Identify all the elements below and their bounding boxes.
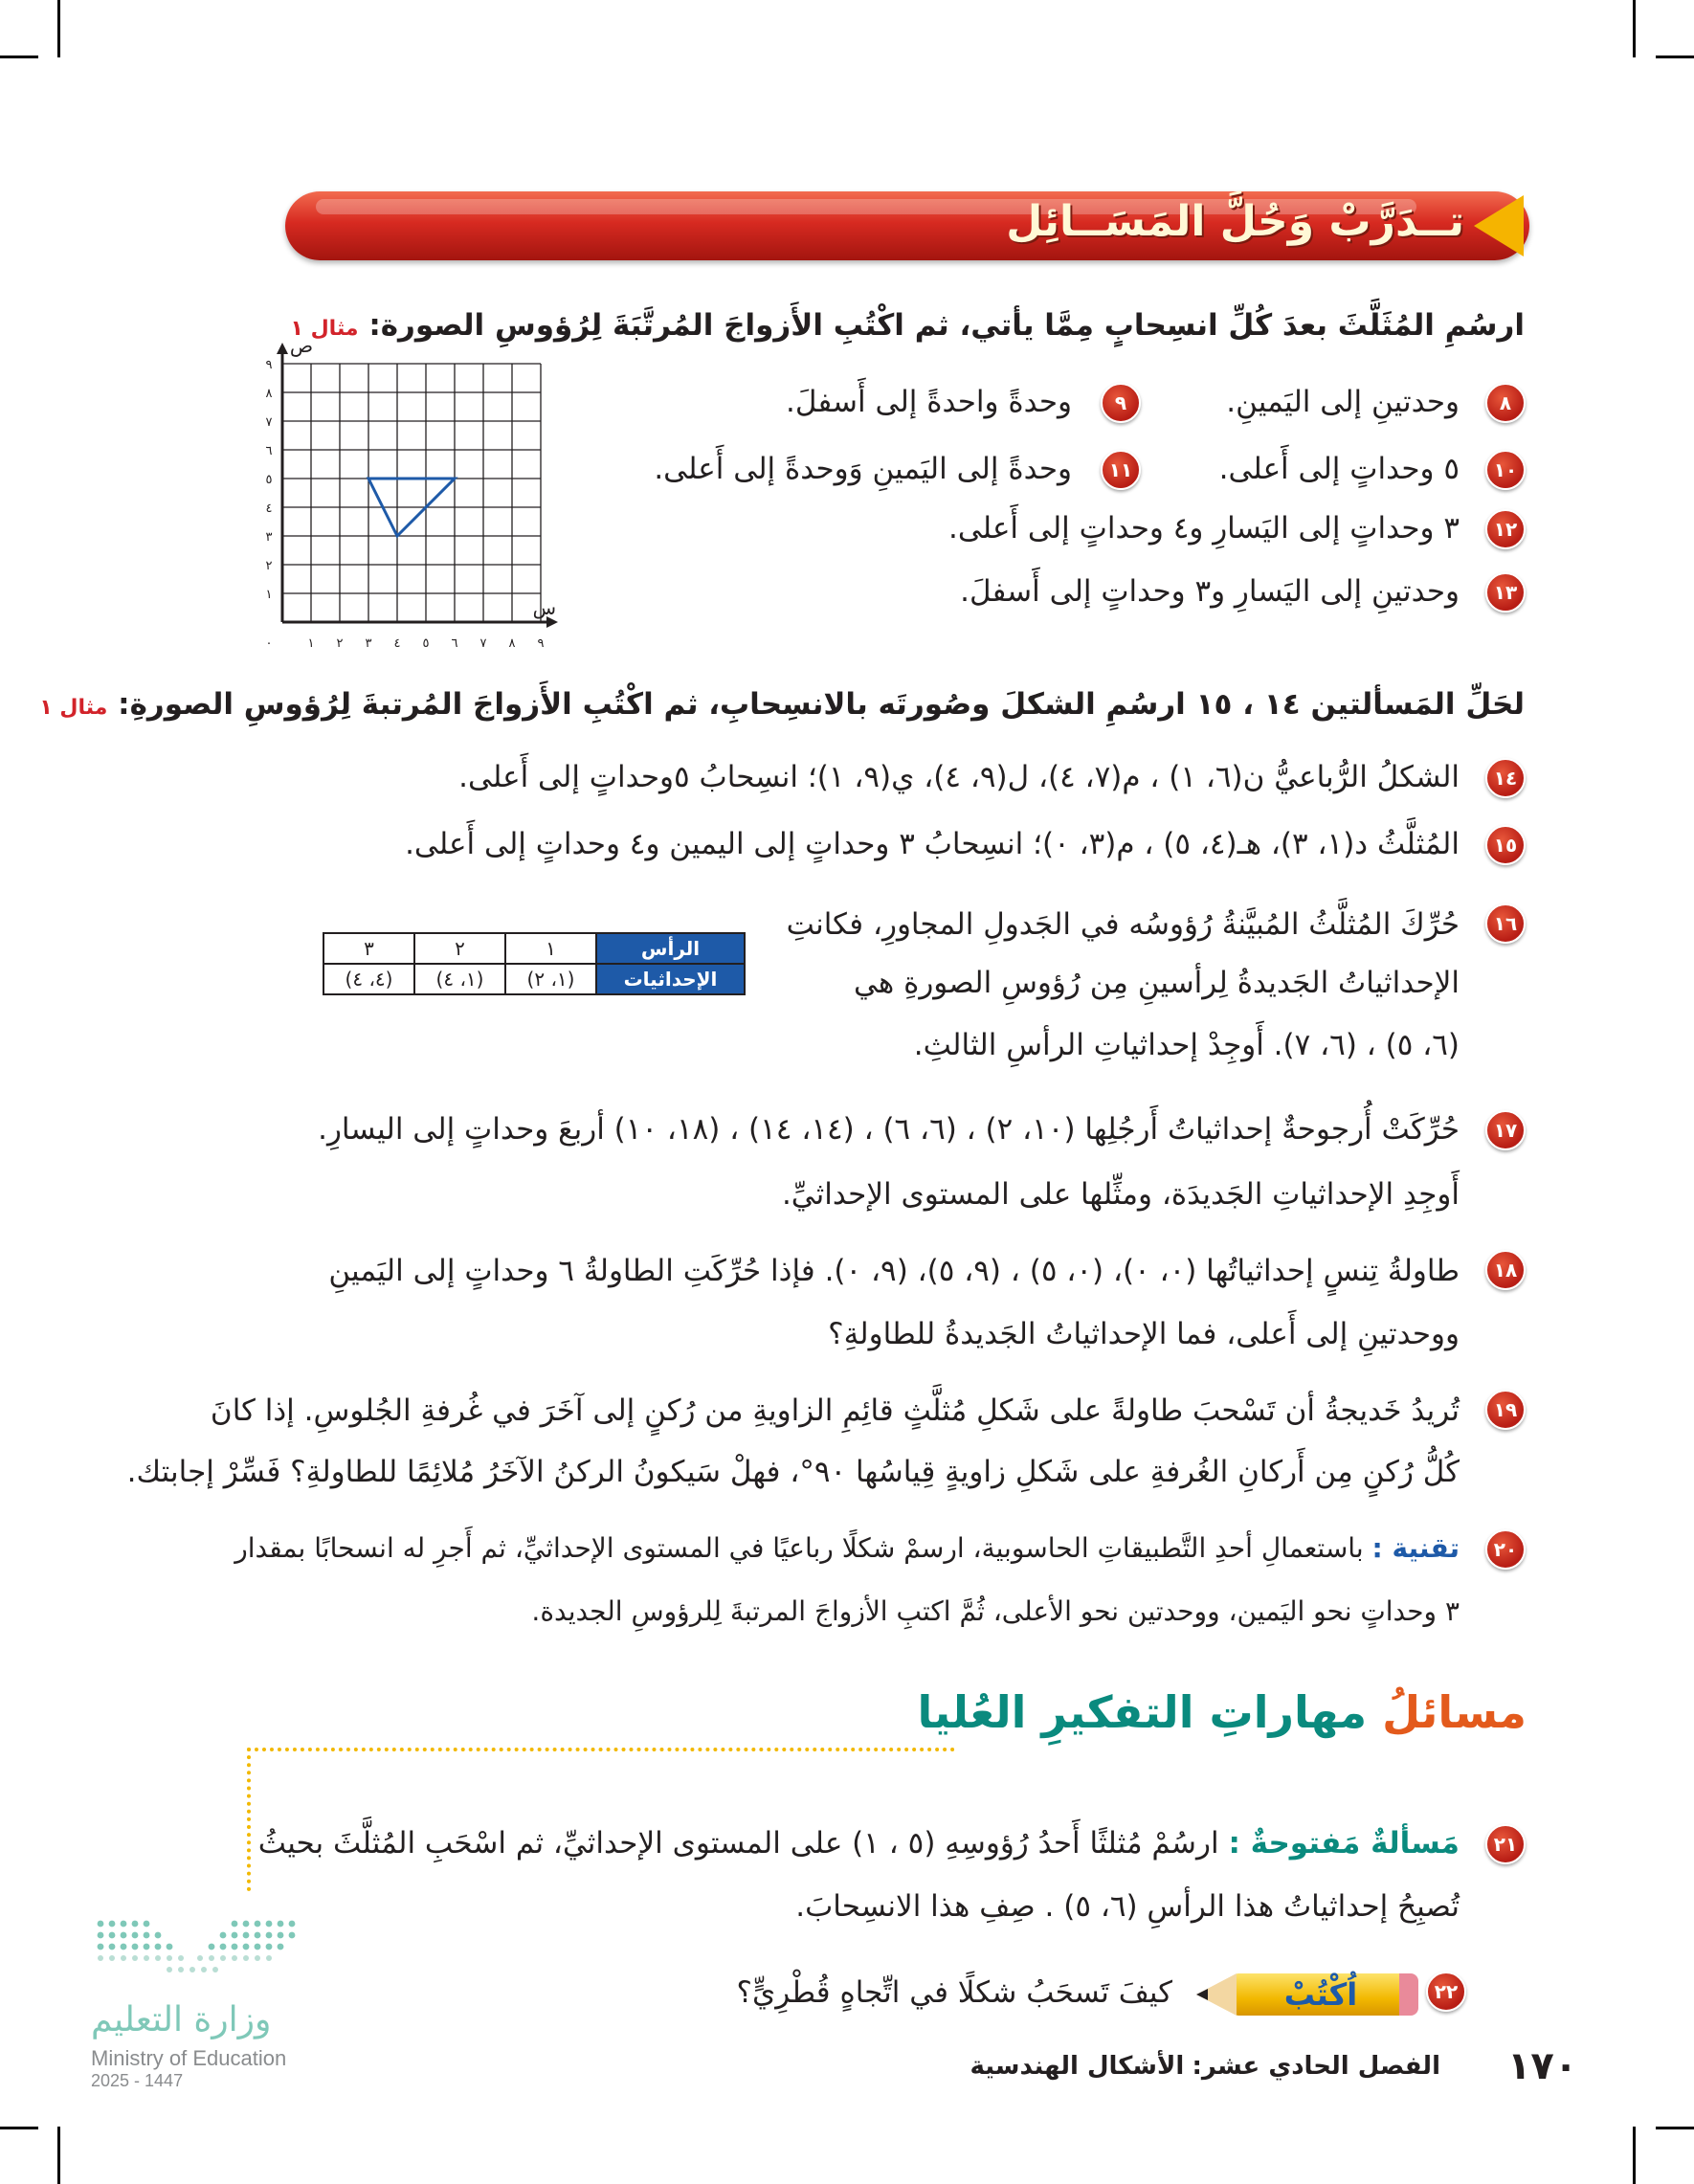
q19-line: كُلُّ رُكنٍ مِن أَركانِ الغُرفةِ على شَكلِ زاويةٍ قِياسُها ٩٠°، فهلْ سَيكونُ الركنُ الآخَرُ مُلائِمًا للطاولةِ؟ فَسِّرْ إجابتك. xyxy=(126,1455,1460,1489)
q18-line: ووحدتينِ إلى أَعلى، فما الإحداثياتُ الجَديدةُ للطاولةِ؟ xyxy=(828,1317,1460,1351)
table-cell: ٣ xyxy=(323,933,414,964)
question-text: وحدةً واحدةً إلى أَسفلَ. xyxy=(786,385,1072,419)
q18-line: طاولةُ تِنسٍ إحداثياتُها (٠، ٠)، (٠، ٥) ، (٩، ٥)، (٩، ٠). فإذا حُرِّكَتِ الطاولةُ ٦ وحداتٍ إلى اليَمينِ xyxy=(328,1254,1460,1288)
q21-text: ارسُمْ مُثلثًا أَحدُ رُؤوسِهِ (٥ ، ١) على المستوى الإحداثيِّ، ثم اسْحَبِ المُثلَّثَ بحيثُ xyxy=(257,1826,1219,1861)
hots-title-part1: مسائلُ xyxy=(1382,1686,1527,1738)
q20-label: تقنية : xyxy=(1371,1532,1460,1564)
y-axis-arrow-icon xyxy=(277,343,288,354)
y-tick-label: ٧ xyxy=(265,415,273,430)
x-tick-label: ٧ xyxy=(479,636,487,651)
table-cell: (١، ٢) xyxy=(505,964,596,994)
x-tick-label: ٥ xyxy=(422,636,430,651)
crop-mark xyxy=(1633,0,1636,57)
crop-mark xyxy=(0,56,38,58)
y-axis-label: ص xyxy=(289,335,314,357)
chapter-title: الأشكال الهندسية xyxy=(970,2052,1185,2081)
question-number: ١٢ xyxy=(1485,509,1526,549)
chapter-footer xyxy=(970,2052,1441,2081)
chapter-label: الفصل الحادي عشر: xyxy=(1192,2052,1440,2081)
pencil-label-text: اُكْتُبْ xyxy=(1283,1976,1358,2013)
question-number: ١٠ xyxy=(1485,450,1526,490)
y-tick-label: ٦ xyxy=(265,444,273,458)
q17-line: أَوجِدِ الإحداثياتِ الجَديدَة، ومثِّلها على المستوى الإحداثيِّ. xyxy=(781,1177,1460,1212)
x-tick-label: ٩ xyxy=(537,636,545,651)
section1-instruction: ارسُمِ المُثَلَّثَ بعدَ كُلِّ انسِحابٍ مِمَّا يأتي، ثم اكْتُبِ الأَزواجَ المُرتَّبَةَ لِرُؤوسِ الصورة: مثال ١ xyxy=(290,308,1525,343)
y-tick-label: ٨ xyxy=(265,387,273,401)
pencil-label xyxy=(1196,1973,1416,2016)
table-row xyxy=(323,933,745,964)
x-tick-label: ٨ xyxy=(508,636,516,651)
crop-mark xyxy=(57,0,60,57)
vertex-table xyxy=(323,932,746,995)
question-number: ٢٢ xyxy=(1426,1972,1466,2012)
banner-title: تــدَرَّبْ وَحُلَّ المَسَــائِل xyxy=(1006,197,1464,246)
origin-label: ٠ xyxy=(265,636,273,651)
example-ref: مثال ١ xyxy=(290,317,359,341)
question-text: وحدتينِ إلى اليَسارِ و٣ وحداتٍ إلى أَسفلَ. xyxy=(960,574,1460,609)
question-text: ٥ وحداتٍ إلى أَعلى. xyxy=(1218,452,1460,486)
crop-mark xyxy=(1656,56,1694,58)
banner-arrow-icon xyxy=(1474,195,1524,256)
q19-line: تُريدُ خَديجةُ أن تَسْحبَ طاولةً على شَكلِ مُثلَّثٍ قائِمِ الزاويةِ من رُكنٍ إلى آخَرَ في غُرفةِ الجُلوسِ. إذا كانَ xyxy=(210,1393,1460,1428)
x-tick-label: ٣ xyxy=(365,636,372,651)
dotted-line xyxy=(247,1748,955,1751)
question-number: ١٥ xyxy=(1485,825,1526,865)
table-cell: (٤، ٤) xyxy=(323,964,414,994)
q21-label: مَسألةٌ مَفتوحةٌ : xyxy=(1228,1826,1460,1861)
coordinate-grid xyxy=(244,335,560,651)
question-number: ٢١ xyxy=(1485,1824,1526,1864)
y-tick-label: ٤ xyxy=(265,501,273,516)
question-text: ٣ وحداتٍ إلى اليَسارِ و٤ وحداتٍ إلى أَعلى. xyxy=(947,511,1460,546)
table-cell: ٢ xyxy=(414,933,505,964)
question-number: ١١ xyxy=(1101,450,1141,490)
crop-mark xyxy=(57,2127,60,2184)
y-tick-label: ٥ xyxy=(265,473,273,487)
ministry-name-en: Ministry of Education xyxy=(91,2046,287,2070)
y-tick-label: ٢ xyxy=(265,559,273,573)
q20-line: ٣ وحداتٍ نحو اليَمين، ووحدتين نحو الأعلى، ثُمَّ اكتبِ الأزواجَ المرتبةَ لِلرؤوسِ الجديدة. xyxy=(531,1595,1460,1627)
q17-line: حُرِّكَتْ أُرجوحةٌ إحداثياتُ أَرجُلِها (١٠، ٢) ، (٦، ٦) ، (١٤، ١٤) ، (١٨، ١٠) أربعَ وحداتٍ إلى اليسارِ. xyxy=(318,1112,1460,1147)
crop-mark xyxy=(0,2127,38,2129)
question-number: ١٨ xyxy=(1485,1250,1526,1290)
hots-title-part2: مهاراتِ التفكيرِ العُليا xyxy=(917,1686,1368,1738)
x-tick-label: ٢ xyxy=(336,636,344,651)
edition-year: 2025 - 1447 xyxy=(91,2071,184,2090)
y-tick-label: ٩ xyxy=(265,358,273,372)
crop-mark xyxy=(1633,2127,1636,2184)
grid-lines xyxy=(282,364,541,622)
page-number: ١٧٠ xyxy=(1507,2044,1578,2088)
q16-line: الإحداثياتُ الجَديدةُ لِرأسينِ مِن رُؤوسِ الصورةِ هي xyxy=(854,966,1460,1000)
x-tick-label: ٦ xyxy=(451,636,458,651)
question-text: وحدةً إلى اليَمينِ وَوحدةً إلى أَعلى. xyxy=(654,452,1072,486)
question-number: ١٩ xyxy=(1485,1390,1526,1430)
hots-title xyxy=(918,1686,1527,1738)
q16-line: (٦، ٥) ، (٦، ٧). أَوجِدْ إحداثياتِ الرأسِ الثالثِ. xyxy=(913,1028,1460,1062)
crop-mark xyxy=(1656,2127,1694,2129)
section2-instruction: لحَلِّ المَسألتين ١٤ ، ١٥ ارسُمِ الشكلَ وصُورتَه بالانسِحابِ، ثم اكْتُبِ الأَزواجَ المُرتبةَ لِرُؤوسِ الصورةِ: مثال ١ xyxy=(39,687,1525,722)
x-tick-label: ١ xyxy=(307,636,315,651)
table-header: الرأس xyxy=(596,933,745,964)
q16-line: حُرِّكَ المُثلَّثُ المُبيَّنةُ رُؤوسُه في الجَدولِ المجاورِ، فكانتِ xyxy=(786,907,1460,942)
question-number: ٨ xyxy=(1485,383,1526,423)
table-cell: (١، ٤) xyxy=(414,964,505,994)
question-number: ١٤ xyxy=(1485,758,1526,798)
q21-line xyxy=(257,1822,1460,1864)
question-number: ١٦ xyxy=(1485,903,1526,944)
table-row xyxy=(323,964,745,994)
table-cell: ١ xyxy=(505,933,596,964)
x-axis-label: س xyxy=(532,596,556,619)
x-tick-label: ٤ xyxy=(393,636,401,651)
question-number: ١٧ xyxy=(1485,1110,1526,1150)
dotted-line-vertical xyxy=(247,1748,251,1891)
question-number: ١٣ xyxy=(1485,572,1526,613)
q20-line xyxy=(234,1527,1460,1570)
q20-text: باستعمالِ أحدِ التَّطبيقاتِ الحاسوبية، ارسمْ شكلًا رباعيًا في المستوى الإحداثيِّ، ثم أَجرِ له انسحابًا بمقدار xyxy=(234,1532,1364,1564)
table-header: الإحداثيات xyxy=(596,964,745,994)
question-text: المُثلَّثُ د(١، ٣)، هـ(٤، ٥) ، م(٣، ٠)؛ انسِحابُ ٣ وحداتٍ إلى اليمين و٤ وحداتٍ إلى أَعلى. xyxy=(405,827,1460,861)
q21-line: تُصبِحُ إحداثياتُ هذا الرأسِ (٦، ٥) . صِفِ هذا الانسِحابَ. xyxy=(795,1889,1460,1924)
question-text: الشكلُ الرُّباعيُّ ن(٦، ١) ، م(٧، ٤)، ل(٩، ٤)، ي(٩، ١)؛ انسِحابُ ٥وحداتٍ إلى أَعلى. xyxy=(458,760,1460,794)
q22-text: كيفَ تَسحَبُ شكلًا في اتِّجاهٍ قُطْرِيٍّ؟ xyxy=(736,1975,1172,2010)
ministry-name-ar: وزارة التعليم xyxy=(91,2000,272,2039)
y-tick-label: ٣ xyxy=(265,530,273,545)
y-tick-label: ١ xyxy=(265,588,273,602)
question-text: وحدتينِ إلى اليَمينِ. xyxy=(1226,385,1460,419)
example-ref: مثال ١ xyxy=(39,696,108,720)
question-number: ٩ xyxy=(1101,383,1141,423)
question-number: ٢٠ xyxy=(1485,1529,1526,1570)
